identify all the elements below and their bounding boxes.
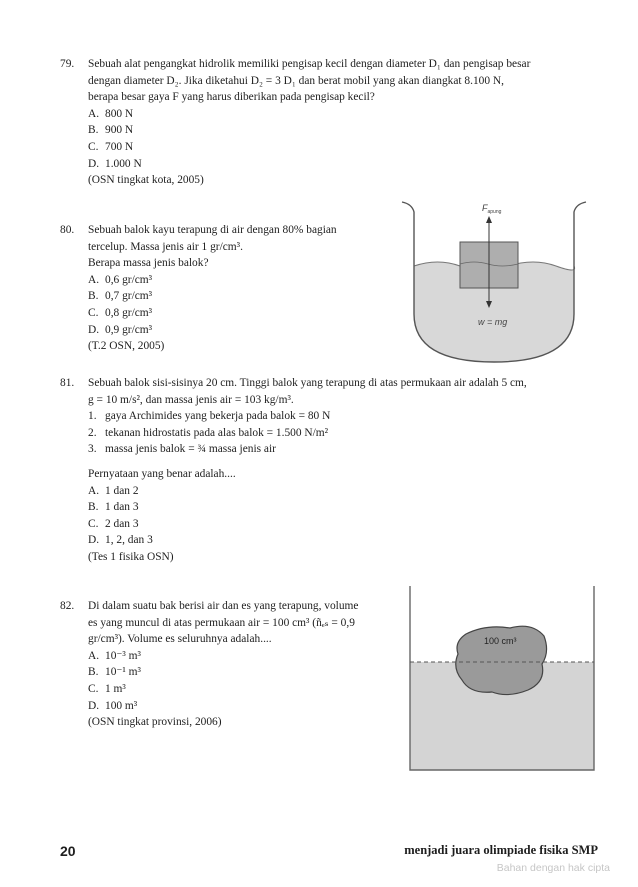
up-arrowhead [486, 216, 492, 223]
question-82 [60, 598, 396, 731]
answer-option-d [88, 698, 396, 715]
option-letter: D. [88, 323, 100, 336]
question-source: (T.2 OSN, 2005) [88, 340, 165, 353]
option-text: 2 dan 3 [105, 517, 139, 530]
option-letter: B. [88, 124, 99, 137]
answer-option-c [88, 305, 390, 322]
answer-option-d [88, 532, 580, 549]
option-text: 1 dan 3 [105, 501, 139, 514]
statement-number: 1. [88, 410, 97, 423]
answer-option-b [88, 499, 580, 516]
question-number: 80. [60, 224, 75, 236]
question-text [88, 56, 580, 106]
question-line: tercelup. Massa jenis air 1 gr/cm³. [88, 240, 243, 253]
option-text: 1 m³ [105, 682, 126, 695]
statement-item [88, 425, 580, 442]
answer-option-d [88, 156, 580, 173]
statement-text: gaya Archimides yang bekerja pada balok = 80 N [105, 410, 331, 423]
question-source: (OSN tingkat provinsi, 2006) [88, 716, 222, 729]
option-letter: C. [88, 140, 99, 153]
statement-text: massa jenis balok = ¾ massa jenis air [105, 443, 276, 456]
option-letter: D. [88, 534, 100, 547]
floating-block-figure [398, 196, 588, 366]
statement-number: 2. [88, 426, 97, 439]
question-line: Sebuah alat pengangkat hidrolik memiliki pengisap kecil dengan diameter D₁ dan pengisap besar [88, 58, 531, 70]
question-number: 82. [60, 600, 75, 612]
answer-option-d [88, 322, 390, 339]
question-line: g = 10 m/s², dan massa jenis air = 103 kg/m³. [88, 393, 294, 406]
answer-option-a [88, 272, 390, 289]
option-text: 1, 2, dan 3 [105, 534, 153, 547]
option-letter: A. [88, 273, 100, 286]
answer-option-a [88, 648, 396, 665]
option-letter: A. [88, 649, 100, 662]
question-line: Di dalam suatu bak berisi air dan es yang terapung, volume [88, 600, 359, 612]
option-letter: B. [88, 666, 99, 679]
option-text: 100 m³ [105, 699, 138, 712]
option-text: 0,7 gr/cm³ [105, 290, 153, 303]
book-title: menjadi juara olimpiade fisika SMP [404, 843, 598, 857]
question-79 [60, 56, 580, 189]
option-text: 1.000 N [105, 157, 142, 170]
option-letter: D. [88, 157, 100, 170]
copyright-watermark: Bahan dengan hak cipta [496, 862, 610, 874]
option-text: 800 N [105, 107, 134, 120]
question-number: 81. [60, 377, 75, 389]
question-line: Sebuah balok sisi-sisinya 20 cm. Tinggi balok yang terapung di atas permukaan air adalah 5 cm, [88, 377, 527, 389]
statement-item [88, 441, 580, 458]
option-letter: B. [88, 290, 99, 303]
option-text: 10⁻¹ m³ [105, 666, 141, 679]
ice-volume-label: 100 cm³ [484, 636, 517, 646]
option-letter: A. [88, 107, 100, 120]
question-line: Berapa massa jenis balok? [88, 257, 209, 270]
question-line: gr/cm³). Volume es seluruhnya adalah.... [88, 633, 272, 646]
answer-option-b [88, 664, 396, 681]
option-letter: B. [88, 501, 99, 514]
statement-number: 3. [88, 443, 97, 456]
page-number: 20 [60, 843, 76, 859]
question-line: es yang muncul di atas permukaan air = 100 cm³ (ñₑₛ = 0,9 [88, 616, 355, 629]
answer-option-b [88, 288, 390, 305]
answer-option-a [88, 483, 580, 500]
question-number: 79. [60, 58, 75, 70]
answer-option-a [88, 106, 580, 123]
question-81 [60, 375, 580, 566]
option-text: 10⁻³ m³ [105, 649, 141, 662]
option-letter: C. [88, 517, 99, 530]
question-source: (Tes 1 fisika OSN) [88, 550, 174, 563]
option-text: 1 dan 2 [105, 484, 139, 497]
buoyant-force-label: $F_{apung}$ [482, 203, 502, 215]
option-text: 0,8 gr/cm³ [105, 306, 153, 319]
answer-option-c [88, 516, 580, 533]
option-letter: C. [88, 306, 99, 319]
question-80 [60, 222, 390, 355]
option-text: 0,6 gr/cm³ [105, 273, 153, 286]
option-letter: A. [88, 484, 100, 497]
answer-option-c [88, 139, 580, 156]
option-text: 700 N [105, 140, 134, 153]
statement-item [88, 408, 580, 425]
question-source: (OSN tingkat kota, 2005) [88, 174, 204, 187]
answer-option-b [88, 122, 580, 139]
option-letter: C. [88, 682, 99, 695]
weight-force-label: w = mg [478, 317, 508, 327]
buoyant-force-subscript: apung [487, 209, 502, 215]
option-text: 0,9 gr/cm³ [105, 323, 153, 336]
question-line: berapa besar gaya F yang harus diberikan pada pengisap kecil? [88, 91, 375, 104]
option-letter: D. [88, 699, 100, 712]
statement-text: tekanan hidrostatis pada alas balok = 1.500 N/m² [105, 426, 329, 439]
question-line: Sebuah balok kayu terapung di air dengan 80% bagian [88, 224, 337, 236]
floating-ice-figure [400, 582, 604, 774]
answer-option-c [88, 681, 396, 698]
option-text: 900 N [105, 124, 134, 137]
question-prompt: Pernyataan yang benar adalah.... [88, 467, 236, 480]
question-line: dengan diameter D₂. Jika diketahui D₂ = 3 D₁ dan berat mobil yang akan diangkat 8.100 N, [88, 74, 504, 87]
